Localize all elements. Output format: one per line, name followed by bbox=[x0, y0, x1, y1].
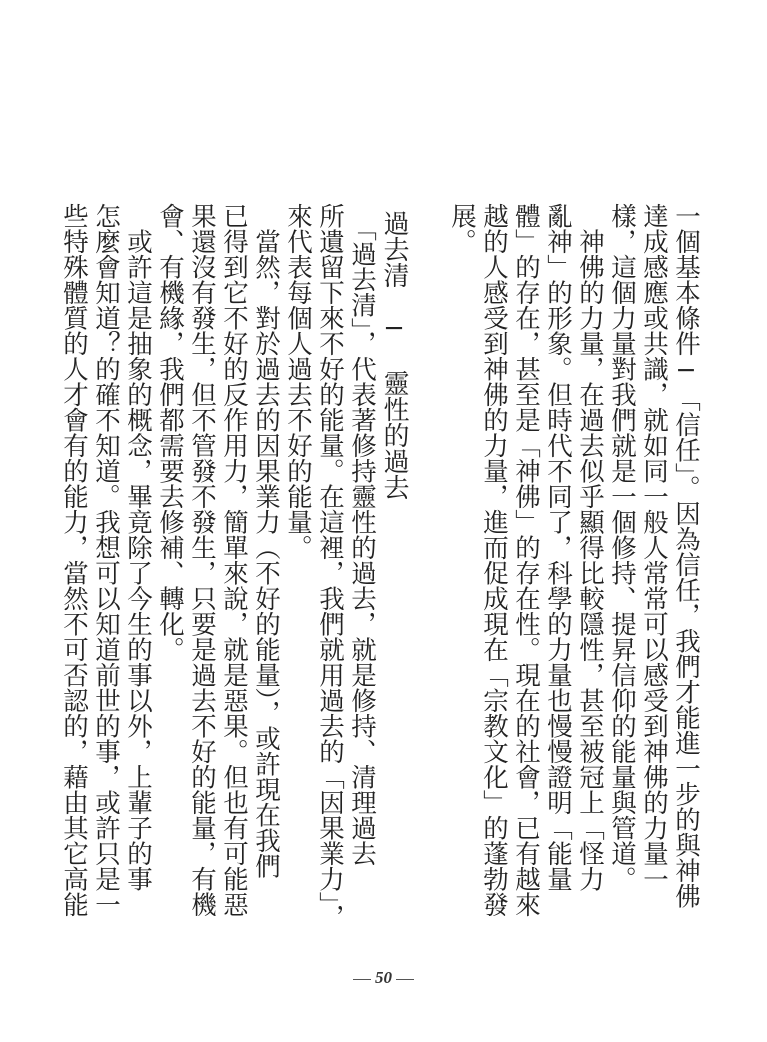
text-column: 展。 bbox=[447, 203, 477, 254]
text-column: 樣，這個力量對我們就是一個修持、提昇信仰的能量與管道。 bbox=[607, 203, 637, 892]
text-column: 些特殊體質的人才會有的能力，當然不可否認的，藉由其它高能 bbox=[59, 203, 89, 917]
text-column: 已得到它不好的反作用力，簡單來說，就是惡果。但也有可能惡 bbox=[219, 203, 249, 917]
text-column: 神佛的力量，在過去似乎顯得比較隱性，甚至被冠上「怪力 bbox=[575, 203, 605, 892]
text-column: 亂神」的形象。但時代不同了，科學的力量也慢慢證明「能量 bbox=[543, 203, 573, 892]
text-column: 所遺留下來不好的能量。在這裡，我們就用過去的「因果業力」， bbox=[315, 203, 345, 930]
text-column: 體」的存在，甚至是「神佛」的存在性。現在的社會，已有越來 bbox=[511, 203, 541, 917]
text-column: 一個基本條件─「信任」。因為信任，我們才能進一步的與神佛 bbox=[671, 203, 701, 909]
folio-dash-left bbox=[353, 979, 371, 980]
text-column: 會、有機緣，我們都需要去修補、轉化。 bbox=[155, 203, 185, 662]
text-column: 越的人感受到神佛的力量，進而促成現在「宗教文化」的蓬勃發 bbox=[479, 203, 509, 917]
text-column: 果還沒有發生，但不管發不發生，只要是過去不好的能量，有機 bbox=[187, 203, 217, 917]
page-number bbox=[0, 968, 767, 988]
text-column: 或許這是抽象的概念，畢竟除了今生的事以外，上輩子的事 bbox=[123, 203, 153, 892]
text-column: 達成感應或共識，就如同一般人常常可以感受到神佛的力量一 bbox=[639, 203, 669, 892]
page-number-value: 50 bbox=[375, 968, 392, 987]
text-column: 怎麼會知道？的確不知道。我想可以知道前世的事，或許只是一 bbox=[91, 203, 121, 917]
text-column: 來代表每個人過去不好的能量。 bbox=[283, 203, 313, 560]
section-heading: 過去清 ─ 靈性的過去 bbox=[379, 210, 409, 500]
text-column: 「過去清」，代表著修持靈性的過去，就是修持、清理過去 bbox=[347, 203, 377, 866]
text-column: 當然，對於過去的因果業力（不好的能量），或許現在我們 bbox=[251, 203, 281, 879]
folio-dash-right bbox=[396, 979, 414, 980]
